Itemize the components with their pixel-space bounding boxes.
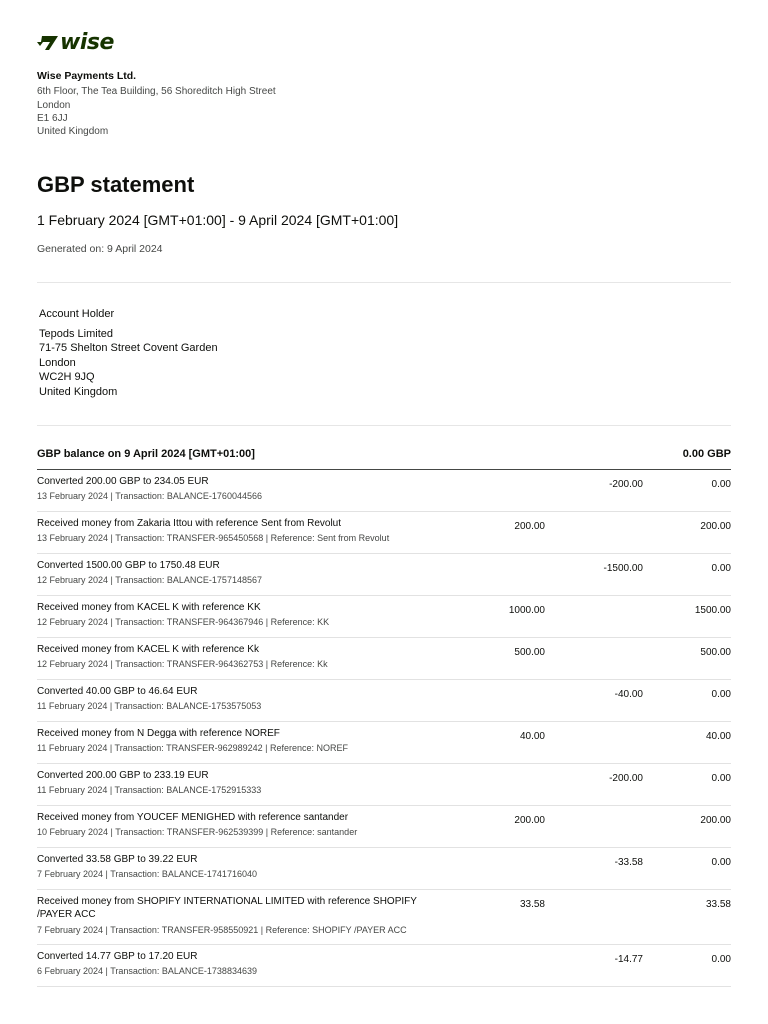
amount-out: -200.00: [609, 773, 643, 784]
transaction-row: [37, 554, 731, 596]
transaction-description: Received money from N Degga with reference NOREF: [37, 728, 280, 739]
transaction-meta: 7 February 2024 | Transaction: TRANSFER-958550921 | Reference: SHOPIFY /PAYER ACC: [37, 925, 407, 935]
company-address: [37, 70, 276, 138]
transaction-description: Received money from Zakaria Ittou with reference Sent from Revolut: [37, 518, 342, 529]
running-balance: 1500.00: [694, 605, 731, 616]
running-balance: 0.00: [711, 563, 731, 574]
holder-line: 71-75 Shelton Street Covent Garden: [39, 342, 218, 355]
transactions-table: [37, 470, 731, 987]
amount-in: 200.00: [514, 521, 545, 532]
running-balance: 0.00: [711, 954, 731, 965]
transaction-description: Converted 33.58 GBP to 39.22 EUR: [37, 854, 198, 865]
running-balance: 0.00: [711, 689, 731, 700]
statement-period: 1 February 2024 [GMT+01:00] - 9 April 2024 [GMT+01:00]: [37, 212, 399, 228]
holder-line: United Kingdom: [39, 385, 118, 398]
wise-logo: [37, 32, 114, 54]
transaction-description: Converted 200.00 GBP to 234.05 EUR: [37, 476, 209, 487]
holder-line: WC2H 9JQ: [39, 371, 95, 384]
transaction-row: [37, 945, 731, 987]
transaction-meta: 12 February 2024 | Transaction: TRANSFER-964362753 | Reference: Kk: [37, 659, 328, 669]
transaction-meta: 11 February 2024 | Transaction: BALANCE-1752915333: [37, 785, 262, 795]
transaction-meta: 12 February 2024 | Transaction: BALANCE-1757148567: [37, 575, 262, 585]
running-balance: 0.00: [711, 857, 731, 868]
transaction-description: Received money from KACEL K with reference KK: [37, 602, 261, 613]
holder-line: London: [39, 356, 76, 369]
holder-line: Tepods Limited: [39, 327, 113, 340]
company-address-line: London: [37, 99, 71, 111]
transaction-row: [37, 722, 731, 764]
company-address-line: E1 6JJ: [37, 112, 68, 124]
amount-in: 1000.00: [508, 605, 545, 616]
amount-out: -200.00: [609, 479, 643, 490]
running-balance: 0.00: [711, 479, 731, 490]
company-name: Wise Payments Ltd.: [37, 70, 137, 82]
transaction-row: [37, 806, 731, 848]
transaction-row: [37, 596, 731, 638]
transaction-row: [37, 764, 731, 806]
transaction-meta: 11 February 2024 | Transaction: TRANSFER-962989242 | Reference: NOREF: [37, 743, 348, 753]
transaction-row: [37, 890, 731, 945]
amount-out: -40.00: [614, 689, 643, 700]
running-balance: 40.00: [705, 731, 731, 742]
transaction-row: [37, 638, 731, 680]
account-holder-label: Account Holder: [39, 308, 115, 320]
running-balance: 200.00: [700, 521, 731, 532]
amount-out: -1500.00: [603, 563, 643, 574]
wise-flag-icon: [37, 33, 59, 53]
balance-label: GBP balance on 9 April 2024 [GMT+01:00]: [37, 448, 255, 460]
balance-amount: 0.00 GBP: [682, 448, 731, 460]
transaction-meta: 7 February 2024 | Transaction: BALANCE-1741716040: [37, 869, 257, 879]
generated-date: Generated on: 9 April 2024: [37, 243, 163, 255]
transaction-description: Received money from YOUCEF MENIGHED with reference santander: [37, 812, 349, 823]
amount-in: 33.58: [519, 899, 545, 910]
divider: [37, 282, 731, 283]
balance-header: [37, 448, 731, 460]
transaction-description: Received money from KACEL K with reference Kk: [37, 644, 259, 655]
running-balance: 0.00: [711, 773, 731, 784]
transaction-meta: 13 February 2024 | Transaction: TRANSFER-965450568 | Reference: Sent from Revolut: [37, 533, 390, 543]
transaction-meta: 12 February 2024 | Transaction: TRANSFER-964367946 | Reference: KK: [37, 617, 330, 627]
amount-in: 500.00: [514, 647, 545, 658]
account-holder: [39, 307, 218, 400]
amount-in: 40.00: [519, 731, 545, 742]
transaction-row: [37, 680, 731, 722]
wise-logo-text: wise: [60, 30, 114, 55]
transaction-row: [37, 470, 731, 512]
company-address-line: 6th Floor, The Tea Building, 56 Shoreditch High Street: [37, 86, 276, 98]
transaction-row: [37, 848, 731, 890]
running-balance: 33.58: [705, 899, 731, 910]
transaction-description: Converted 1500.00 GBP to 1750.48 EUR: [37, 560, 220, 571]
transaction-description: Received money from SHOPIFY INTERNATIONAL LIMITED with reference SHOPIFY /PAYER ACC: [37, 896, 417, 921]
running-balance: 500.00: [700, 647, 731, 658]
transaction-meta: 11 February 2024 | Transaction: BALANCE-1753575053: [37, 701, 262, 711]
page-title: GBP statement: [37, 172, 195, 197]
amount-out: -14.77: [614, 954, 643, 965]
transaction-description: Converted 200.00 GBP to 233.19 EUR: [37, 770, 209, 781]
amount-out: -33.58: [614, 857, 643, 868]
divider: [37, 425, 731, 426]
transaction-row: [37, 512, 731, 554]
transaction-meta: 13 February 2024 | Transaction: BALANCE-1760044566: [37, 491, 262, 501]
running-balance: 200.00: [700, 815, 731, 826]
transaction-meta: 6 February 2024 | Transaction: BALANCE-1738834639: [37, 966, 257, 976]
transaction-description: Converted 14.77 GBP to 17.20 EUR: [37, 951, 198, 962]
amount-in: 200.00: [514, 815, 545, 826]
company-address-line: United Kingdom: [37, 126, 109, 138]
transaction-meta: 10 February 2024 | Transaction: TRANSFER-962539399 | Reference: santander: [37, 827, 358, 837]
transaction-description: Converted 40.00 GBP to 46.64 EUR: [37, 686, 198, 697]
